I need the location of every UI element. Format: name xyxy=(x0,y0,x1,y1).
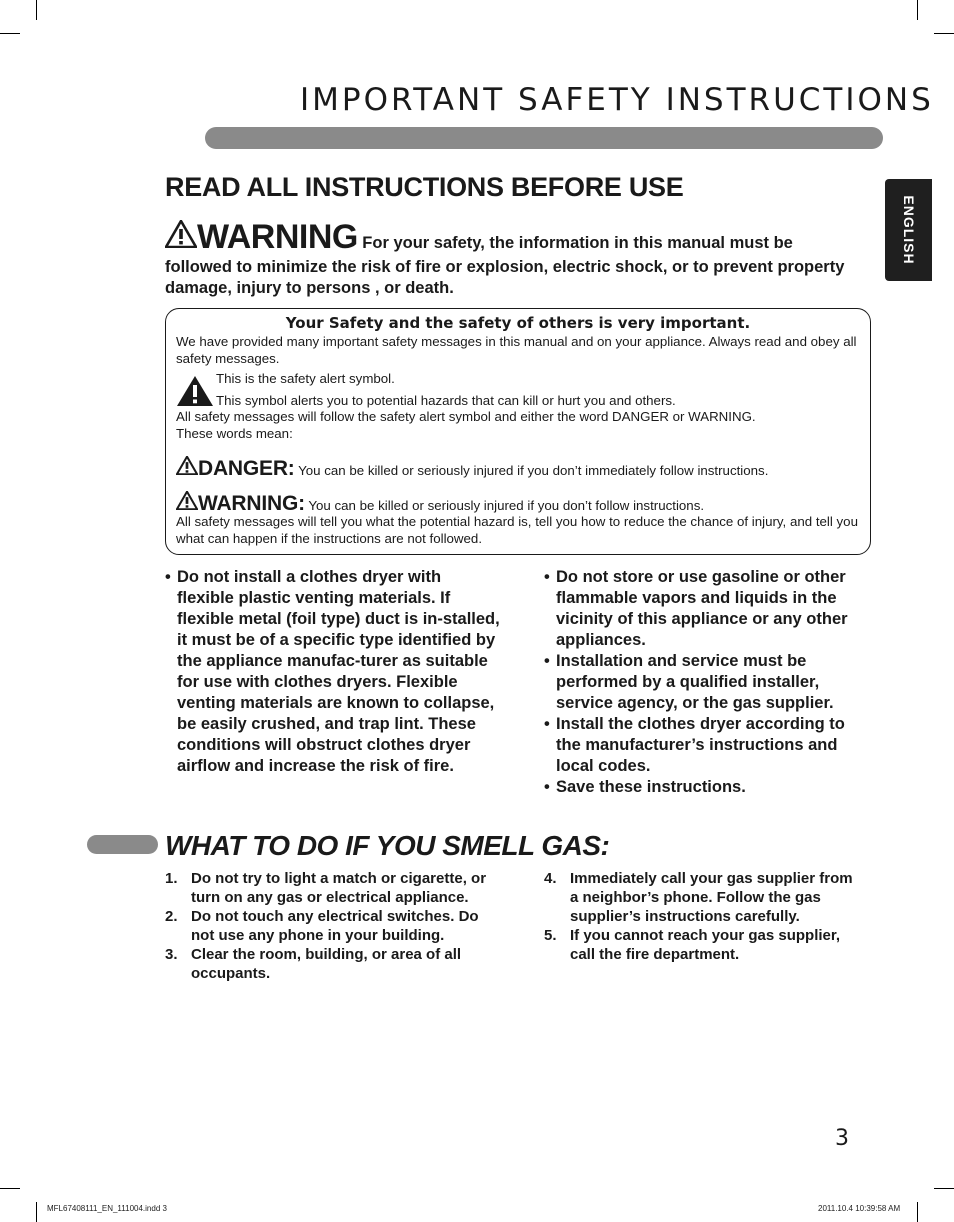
crop-mark xyxy=(36,1202,37,1222)
step-text: Do not try to light a match or cigarette, or turn on any gas or electrical appliance. xyxy=(191,870,487,906)
alert-symbol-row xyxy=(176,371,860,409)
warning-triangle-icon xyxy=(165,220,197,248)
list-item xyxy=(165,907,495,945)
list-item xyxy=(165,945,495,983)
title-underline-bar xyxy=(205,127,883,149)
messages-line: All safety messages will follow the safety alert symbol and either the word DANGER or WARNING. xyxy=(176,409,756,424)
list-item xyxy=(165,869,495,907)
footer-timestamp: 2011.10.4 10:39:58 AM xyxy=(818,1204,901,1213)
safety-box-closing: All safety messages will tell you what the potential hazard is, tell you how to reduce the chance of injury, and tell you what can happen if the instructions are not followed. xyxy=(176,514,858,546)
language-tab xyxy=(885,179,932,281)
warning-box-label: WARNING: xyxy=(198,491,305,515)
step-number: 3. xyxy=(165,946,178,963)
warning-intro xyxy=(165,218,855,299)
gas-section-bar xyxy=(87,835,158,854)
gas-section-title: WHAT TO DO IF YOU SMELL GAS: xyxy=(165,830,610,861)
page-number: 3 xyxy=(835,1126,849,1151)
footer-filename: MFL67408111_EN_111004.indd 3 xyxy=(47,1204,167,1213)
safety-box-heading xyxy=(176,313,860,333)
step-number: 1. xyxy=(165,870,178,887)
alert-line-1: This is the safety alert symbol. xyxy=(216,371,395,386)
step-text: Clear the room, building, or area of all occupants. xyxy=(191,946,462,982)
danger-line xyxy=(176,456,860,480)
step-number: 5. xyxy=(544,927,557,944)
step-text: Immediately call your gas supplier from a neighbor’s phone. Follow the gas supplier’s instructions carefully. xyxy=(570,870,853,925)
step-number: 2. xyxy=(165,908,178,925)
list-item: • Installation and service must be performed by a qualified installer, service agency, or the gas supplier. xyxy=(544,651,869,714)
safety-alert-triangle-icon xyxy=(176,375,214,407)
crop-mark xyxy=(0,1188,20,1189)
list-item: • Do not store or use gasoline or other flammable vapors and liquids in the vicinity of this appliance or any other appliances. xyxy=(544,567,869,651)
crop-mark xyxy=(934,1188,954,1189)
warning-label: WARNING xyxy=(197,218,358,256)
bullet-list-left xyxy=(165,567,500,777)
step-text: If you cannot reach your gas supplier, call the fire department. xyxy=(570,927,841,963)
list-item xyxy=(544,869,854,926)
gas-steps-left xyxy=(165,869,495,983)
list-item: • Install the clothes dryer according to the manufacturer’s instructions and local codes. xyxy=(544,714,869,777)
safety-box-heading-text: Your Safety and the safety of others is very important xyxy=(285,314,745,332)
step-text: Do not touch any electrical switches. Do not use any phone in your building. xyxy=(191,908,479,944)
danger-label: DANGER: xyxy=(198,457,295,480)
read-all-heading: READ ALL INSTRUCTIONS BEFORE USE xyxy=(165,172,684,202)
words-mean-line: These words mean: xyxy=(176,425,293,441)
language-tab-label: ENGLISH xyxy=(900,195,917,265)
safety-box-intro: We have provided many important safety messages in this manual and on your appliance. Always read and obey all safety messages. xyxy=(176,334,857,366)
list-item xyxy=(544,926,854,964)
crop-mark xyxy=(917,1202,918,1222)
danger-text: You can be killed or seriously injured if you don’t immediately follow instructions. xyxy=(298,463,769,478)
warning-small-triangle-icon xyxy=(176,491,198,510)
warning-box-text: You can be killed or seriously injured if you don’t follow instructions. xyxy=(308,497,705,513)
warning-line xyxy=(176,491,860,515)
crop-mark xyxy=(0,33,20,34)
page-title: IMPORTANT SAFETY INSTRUCTIONS xyxy=(300,82,934,118)
alert-line-2: This symbol alerts you to potential hazards that can kill or hurt you and others. xyxy=(216,392,676,408)
step-number: 4. xyxy=(544,870,557,887)
list-item: • Save these instructions. xyxy=(544,777,869,798)
bullet-list-right xyxy=(544,567,869,798)
safety-box-heading-punct: . xyxy=(744,314,751,332)
crop-mark xyxy=(917,0,918,20)
danger-triangle-icon xyxy=(176,456,198,475)
list-item: • Do not install a clothes dryer with flexible plastic venting materials. If flexible metal (foil type) duct is in-stalled, it must be of a specific type identified by the appliance manufac-turer as suitable for use with clothes dryers. Flexible venting materials are known to collapse, be easily crushed, and trap lint. These conditions will obstruct clothes dryer airflow and increase the risk of fire. xyxy=(165,567,500,777)
crop-mark xyxy=(934,33,954,34)
safety-message-box xyxy=(165,308,871,555)
gas-steps-right xyxy=(544,869,854,964)
crop-mark xyxy=(36,0,37,20)
warning-text: For your safety, the information in this manual must be followed to minimize the risk of fire or explosion, electric shock, or to prevent property damage, injury to persons , or death. xyxy=(165,234,845,297)
